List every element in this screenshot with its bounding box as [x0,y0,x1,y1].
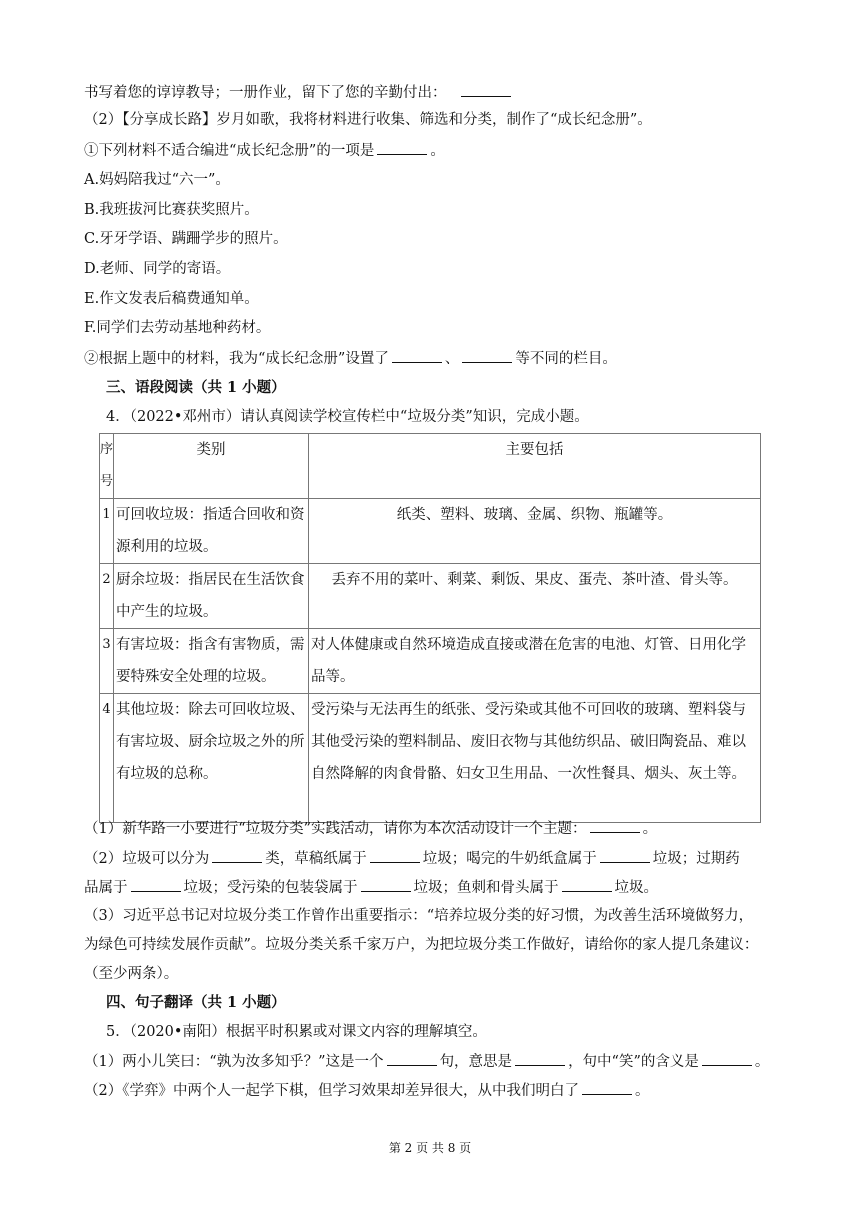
section-3-heading: 三、语段阅读（共 1 小题） [106,379,286,396]
answer-blank[interactable] [515,1051,565,1066]
option-c: C.牙牙学语、蹒跚学步的照片。 [84,231,288,247]
question-4-1: （1）新华路一小要进行“垃圾分类”实践活动，请你为本次活动设计一个主题： 。 [84,818,657,839]
question-2-intro: （2）【分享成长路】岁月如歌，我将材料进行收集、筛选和分类，制作了“成长纪念册”。 [84,112,652,128]
table-row [100,499,761,564]
answer-blank[interactable] [387,1051,437,1066]
question-4-3-line3: （至少两条）。 [84,966,179,982]
question-4-2-line1: （2）垃圾可以分为 类，草稿纸属于 垃圾；喝完的牛奶纸盒属于 垃圾；过期药 [84,848,740,869]
option-a: A.妈妈陪我过“六一”。 [84,172,230,188]
option-b: B.我班拔河比赛获奖照片。 [84,202,259,218]
answer-blank[interactable] [562,877,612,892]
table-row [100,694,761,823]
question-5-2: （2）《学弈》中两个人一起学下棋，但学习效果却差异很大，从中我们明白了 。 [84,1080,649,1101]
row-index: 2 [100,564,114,629]
row-includes: 对人体健康或自然环境造成直接或潜在危害的电池、灯管、日用化学品等。 [309,629,761,694]
answer-blank[interactable] [582,1080,632,1095]
answer-blank[interactable] [212,848,262,863]
table-row [100,564,761,629]
question-2-sub1: ①下列材料不适合编进“成长纪念册”的一项是 。 [84,140,445,161]
row-category: 其他垃圾：除去可回收垃圾、有害垃圾、厨余垃圾之外的所有垃圾的总称。 [114,694,309,823]
row-index: 1 [100,499,114,564]
option-f: F.同学们去劳动基地种药材。 [84,320,271,336]
answer-blank[interactable] [131,877,181,892]
row-includes: 丢弃不用的菜叶、剩菜、剩饭、果皮、蛋壳、茶叶渣、骨头等。 [309,564,761,629]
question-2-sub2: ②根据上题中的材料，我为“成长纪念册”设置了 、 等不同的栏目。 [84,348,617,369]
header-index: 序号 [100,434,114,499]
row-category: 可回收垃圾：指适合回收和资源利用的垃圾。 [114,499,309,564]
answer-blank[interactable] [590,818,640,833]
table-row [100,629,761,694]
table-header-row [100,434,761,499]
question-5-stem: 5．（2020•南阳）根据平时积累或对课文内容的理解填空。 [106,1024,487,1040]
row-includes: 受污染与无法再生的纸张、受污染或其他不可回收的玻璃、塑料袋与其他受污染的塑料制品、废旧衣物与其他纺织品、破旧陶瓷品、难以自然降解的肉食骨骼、妇女卫生用品、一次性餐具、烟头、灰土等。 [309,694,761,823]
answer-blank[interactable] [370,848,420,863]
answer-blank[interactable] [600,848,650,863]
question-4-2-line2: 品属于 垃圾；受污染的包装袋属于 垃圾；鱼刺和骨头属于 垃圾。 [84,877,658,898]
section-4-heading: 四、句子翻译（共 1 小题） [106,994,286,1011]
row-category: 厨余垃圾：指居民在生活饮食中产生的垃圾。 [114,564,309,629]
row-category: 有害垃圾：指含有害物质，需要特殊安全处理的垃圾。 [114,629,309,694]
question-4-3-line1: （3）习近平总书记对垃圾分类工作曾作出重要指示：“培养垃圾分类的好习惯，为改善生活环境做努力， [84,908,754,924]
question-5-1: （1）两小儿笑曰：“孰为汝多知乎？”这是一个 句，意思是 ，句中“笑”的含义是 。 [84,1051,769,1072]
top-line: 书写着您的谆谆教导；一册作业，留下了您的辛勤付出： [84,82,514,103]
page-footer: 第 2 页 共 8 页 [388,1141,472,1155]
answer-blank[interactable] [702,1051,752,1066]
garbage-classification-table [99,433,761,823]
answer-blank[interactable] [392,348,442,363]
question-4-stem: 4．（2022•邓州市）请认真阅读学校宣传栏中“垃圾分类”知识，完成小题。 [106,409,589,425]
header-includes: 主要包括 [309,434,761,499]
question-4-3-line2: 为绿色可持续发展作贡献”。垃圾分类关系千家万户，为把垃圾分类工作做好，请给你的家人提几条建议： [84,937,759,953]
answer-blank[interactable] [361,877,411,892]
answer-blank[interactable] [377,140,427,155]
header-category: 类别 [114,434,309,499]
answer-blank[interactable] [462,348,512,363]
row-includes: 纸类、塑料、玻璃、金属、织物、瓶罐等。 [309,499,761,564]
option-d: D.老师、同学的寄语。 [84,261,231,277]
row-index: 3 [100,629,114,694]
row-index: 4 [100,694,114,823]
answer-blank[interactable] [461,82,511,97]
option-e: E.作文发表后稿费通知单。 [84,291,259,307]
